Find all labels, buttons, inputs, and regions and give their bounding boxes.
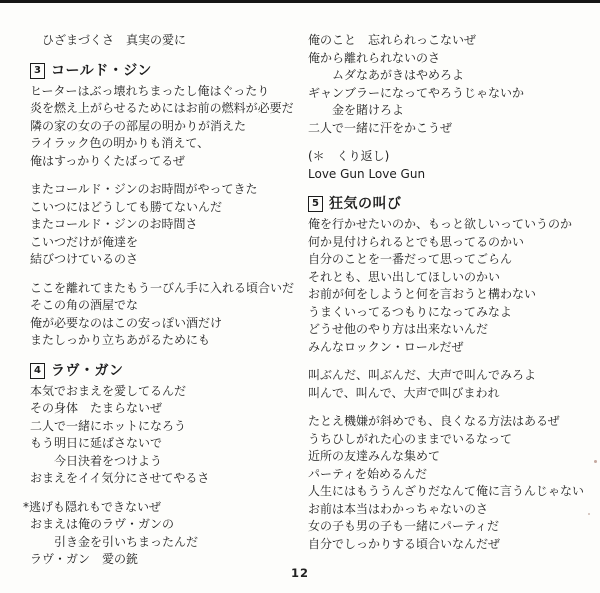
- lyric-line: 女の子も男の子も一緒にパーティだ: [308, 519, 500, 533]
- lyric-line: うまくいってるつもりになってみなよ: [308, 304, 512, 319]
- stanza: [308, 413, 598, 553]
- lyric-line: またコールド・ジンのお時間がやってきた: [30, 182, 258, 196]
- track-number-box: 4: [30, 363, 45, 379]
- lyric-line: 俺はすっかりくたばってるぜ: [30, 153, 185, 168]
- lyric-line: お前は本当はわかっちゃないのさ: [308, 501, 489, 516]
- stanza: [308, 148, 598, 183]
- lyric-line: ラヴ・ガン 愛の銃: [30, 552, 139, 566]
- section-heading: [30, 61, 304, 81]
- lyrics-column-right: [308, 32, 598, 564]
- lyric-line: 金を賭けろよ: [308, 103, 405, 117]
- lyric-line: ライラック色の明かりも消えて、: [30, 136, 210, 150]
- lyric-line: 俺のこと 忘れられっこないぜ: [308, 33, 477, 47]
- lyric-line: 何か見付けられるとでも思ってるのかい: [308, 234, 525, 249]
- lyric-line: 俺から離れられないのさ: [308, 50, 441, 65]
- stanza: [30, 383, 304, 488]
- lyric-line: そこの角の酒屋でな: [30, 298, 139, 312]
- lyric-line: 引き金を引いちまったんだ: [30, 534, 199, 549]
- stanza: [30, 32, 304, 50]
- lyric-line: 人生にはもううんざりだなんて俺に言うんじゃない: [308, 484, 585, 498]
- section-heading: [30, 361, 304, 381]
- lyric-line: その身体 たまらないぜ: [30, 401, 163, 415]
- lyric-line: パーティを始めるんだ: [308, 466, 428, 481]
- track-number-box: 5: [308, 196, 323, 212]
- lyric-line: こいつだけが俺達を: [30, 234, 139, 249]
- scan-speck: [594, 460, 597, 463]
- stanza: [30, 280, 304, 350]
- lyric-line: またしっかり立ちあがるためにも: [30, 333, 211, 347]
- lyric-line: 自分のことを一番だって思ってごらん: [308, 252, 513, 266]
- lyric-line: 二人で一緒に汗をかこうぜ: [308, 120, 453, 135]
- lyric-line: うちひしがれた心のままでいるなって: [308, 431, 513, 446]
- lyric-line: (＊ くり返し): [308, 149, 390, 163]
- track-title: コールド・ジン: [51, 62, 152, 79]
- lyric-line: こいつにはどうしても勝てないんだ: [30, 199, 223, 214]
- track-title: 狂気の叫び: [329, 196, 402, 212]
- lyric-line: みんなロックン・ロールだぜ: [308, 339, 464, 354]
- lyric-line: 自分でしっかりする頃合いなんだぜ: [308, 536, 501, 551]
- lyric-line: 叫んで、叫んで、大声で叫びまわれ: [308, 385, 500, 400]
- lyric-line: それとも、思い出してほしいのかい: [308, 269, 501, 284]
- lyric-line: 結びつけているのさ: [30, 252, 139, 266]
- lyric-line: おまえは俺のラヴ・ガンの: [30, 517, 175, 531]
- track-title: ラヴ・ガン: [51, 362, 124, 379]
- lyric-line: 隣の家の女の子の部屋の明かりが消えた: [30, 118, 247, 133]
- lyric-line: どうせ他のやり方は出来ないんだ: [308, 322, 489, 336]
- lyric-line: ムダなあがきはやめろよ: [308, 68, 465, 82]
- lyric-line: 俺が必要なのはこの安っぽい酒だけ: [30, 315, 223, 330]
- lyric-line: 俺を行かせたいのか、もっと欲しいっていうのか: [308, 217, 573, 231]
- stanza: [30, 181, 304, 269]
- lyric-line: またコールド・ジンのお時間さ: [30, 217, 198, 231]
- lyric-line: *逃げも隠れもできないぜ: [23, 499, 162, 514]
- stanza: [308, 367, 598, 402]
- lyric-line: 本気でおまえを愛してるんだ: [30, 383, 187, 398]
- lyric-line: お前が何をしようと何を言おうと構わない: [308, 287, 537, 301]
- lyric-line: ひざまづくさ 真実の愛に: [30, 33, 187, 47]
- lyric-line: 二人で一緒にホットになろう: [30, 418, 187, 433]
- track-number-box: 3: [30, 63, 45, 79]
- lyric-line: もう明日に延ばさないで: [30, 436, 163, 450]
- lyric-line: ヒーターはぶっ壊れちまったし俺はぐったり: [30, 83, 270, 98]
- lyric-line: 近所の友達みんな集めて: [308, 449, 441, 463]
- lyric-line: 叫ぶんだ、叫ぶんだ、大声で叫んでみろよ: [308, 368, 537, 382]
- stanza: [308, 32, 598, 137]
- scan-edge-artifact: [0, 0, 600, 3]
- scan-speck: [588, 513, 590, 515]
- lyric-line: Love Gun Love Gun: [308, 166, 426, 181]
- lyric-line: 炎を燃え上がらせるためにはお前の燃料が必要だ: [30, 101, 294, 115]
- lyric-line: 今日決着をつけよう: [30, 453, 163, 468]
- page-number: 12: [290, 566, 309, 580]
- lyrics-column-left: [23, 32, 304, 580]
- section-heading: [308, 194, 598, 214]
- lyric-line: ここを離れてまたもう一びん手に入れる頃合いだ: [30, 280, 295, 295]
- lyric-line: ギャンブラーになってやろうじゃないか: [308, 85, 525, 100]
- stanza: [23, 499, 304, 569]
- stanza: [30, 83, 304, 171]
- stanza: [308, 216, 598, 356]
- lyric-line: おまえをイイ気分にさせてやるさ: [30, 471, 210, 485]
- lyric-line: たとえ機嫌が斜めでも、良くなる方法はあるぜ: [308, 414, 560, 428]
